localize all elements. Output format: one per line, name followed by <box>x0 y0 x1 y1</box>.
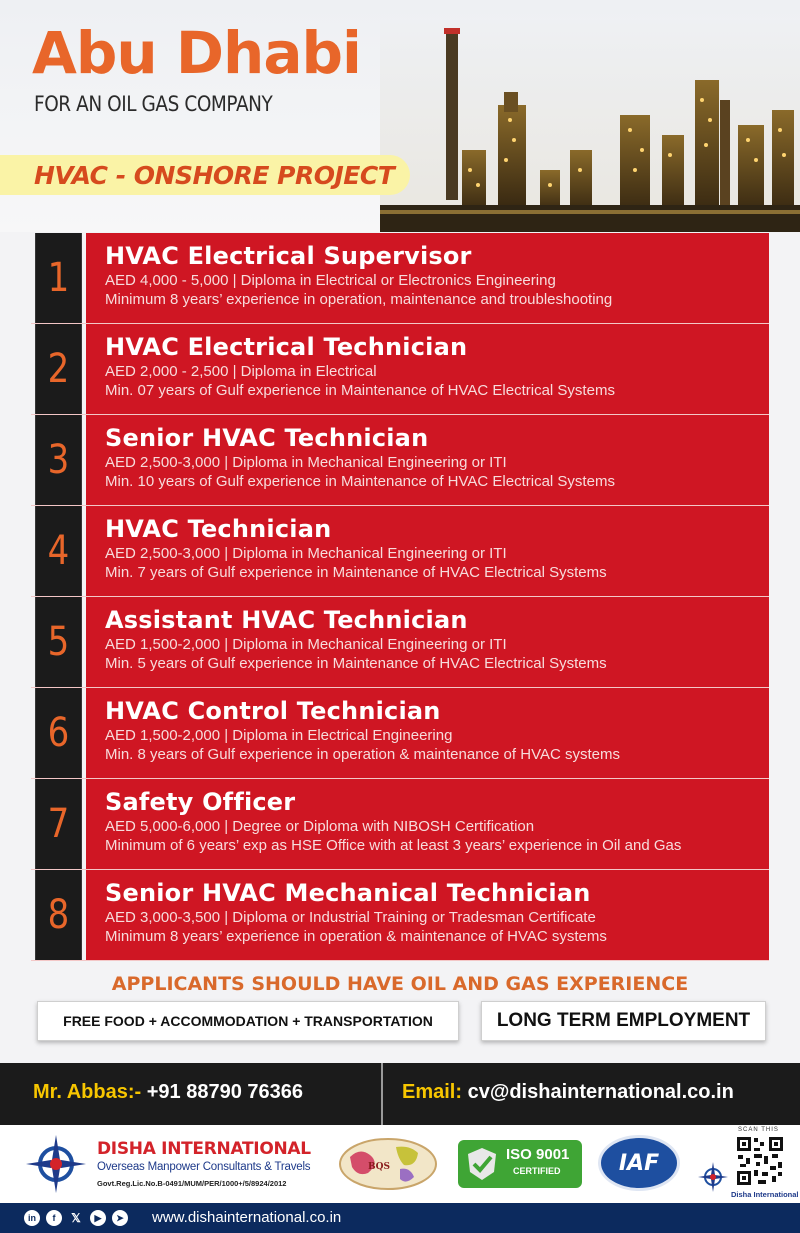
job-details <box>86 597 769 687</box>
logos-row <box>0 1125 800 1203</box>
job-experience: Minimum 8 years’ experience in operation, maintenance and troubleshooting <box>105 291 613 308</box>
email-address[interactable]: cv@dishainternational.co.in <box>467 1081 734 1103</box>
website-link[interactable]: www.dishainternational.co.in <box>152 1209 342 1226</box>
job-experience: Minimum of 6 years’ exp as HSE Office with at least 3 years’ experience in Oil and Gas <box>105 837 682 854</box>
job-experience: Min. 10 years of Gulf experience in Maintenance of HVAC Electrical Systems <box>105 473 615 490</box>
scan-label: SCAN THIS <box>738 1127 779 1133</box>
contact-phone <box>33 1081 303 1104</box>
job-row <box>31 688 769 779</box>
applicants-note: APPLICANTS SHOULD HAVE OIL AND GAS EXPERIENCE <box>111 973 689 995</box>
brand-name: DISHA INTERNATIONAL <box>97 1139 311 1159</box>
job-number: 4 <box>35 506 82 596</box>
contact-bar <box>0 1063 800 1125</box>
email-label: Email: <box>402 1081 463 1103</box>
page-subtitle: FOR AN OIL GAS COMPANY <box>34 92 273 116</box>
job-number: 7 <box>35 779 82 869</box>
term-badge: LONG TERM EMPLOYMENT <box>481 1001 766 1041</box>
job-title: HVAC Electrical Supervisor <box>105 242 472 270</box>
job-title: Senior HVAC Technician <box>105 424 429 452</box>
bqs-label: BQS <box>368 1162 390 1172</box>
iso-title: ISO 9001 <box>506 1146 570 1163</box>
job-row <box>31 324 769 415</box>
job-title: HVAC Electrical Technician <box>105 333 468 361</box>
job-list <box>31 233 769 961</box>
benefits-badge: FREE FOOD + ACCOMMODATION + TRANSPORTATION <box>37 1001 459 1041</box>
job-salary-qualification: AED 2,500-3,000 | Diploma in Mechanical Engineering or ITI <box>105 454 507 471</box>
job-title: HVAC Technician <box>105 515 332 543</box>
job-experience: Min. 8 years of Gulf experience in operation & maintenance of HVAC systems <box>105 746 620 763</box>
small-compass-icon <box>696 1161 730 1193</box>
job-number: 2 <box>35 324 82 414</box>
qr-caption: Disha International <box>731 1190 799 1199</box>
iaf-logo <box>598 1135 680 1191</box>
job-salary-qualification: AED 2,500-3,000 | Diploma in Mechanical Engineering or ITI <box>105 545 507 562</box>
job-row <box>31 597 769 688</box>
job-details <box>86 688 769 778</box>
x-twitter-icon[interactable]: 𝕏 <box>71 1211 81 1225</box>
job-details <box>86 415 769 505</box>
contact-divider <box>381 1063 383 1125</box>
check-icon <box>464 1146 500 1182</box>
job-title: Assistant HVAC Technician <box>105 606 468 634</box>
job-salary-qualification: AED 1,500-2,000 | Diploma in Electrical Engineering <box>105 727 453 744</box>
job-salary-qualification: AED 4,000 - 5,000 | Diploma in Electrical or Electronics Engineering <box>105 272 556 289</box>
job-title: Senior HVAC Mechanical Technician <box>105 879 591 907</box>
brand-tagline: Overseas Manpower Consultants & Travels <box>97 1161 311 1173</box>
brand-license: Govt.Reg.Lic.No.B-0491/MUM/PER/1000+/5/8924/2012 <box>97 1179 287 1188</box>
job-row <box>31 779 769 870</box>
footer-bar <box>0 1203 800 1233</box>
youtube-icon[interactable]: ▶ <box>90 1210 106 1226</box>
job-title: HVAC Control Technician <box>105 697 441 725</box>
job-experience: Minimum 8 years’ experience in operation & maintenance of HVAC systems <box>105 928 607 945</box>
facebook-icon[interactable]: f <box>46 1210 62 1226</box>
job-row <box>31 506 769 597</box>
linkedin-icon[interactable]: in <box>24 1210 40 1226</box>
job-row <box>31 415 769 506</box>
iso-badge <box>458 1140 582 1188</box>
job-number: 1 <box>35 233 82 323</box>
iaf-label: IAF <box>618 1150 660 1176</box>
job-row <box>31 870 769 961</box>
telegram-icon[interactable]: ➤ <box>112 1210 128 1226</box>
refinery-image <box>380 20 800 232</box>
job-salary-qualification: AED 3,000-3,500 | Diploma or Industrial Training or Tradesman Certificate <box>105 909 596 926</box>
job-number: 5 <box>35 597 82 687</box>
job-number: 3 <box>35 415 82 505</box>
job-details <box>86 506 769 596</box>
job-experience: Min. 7 years of Gulf experience in Maintenance of HVAC Electrical Systems <box>105 564 607 581</box>
project-banner <box>0 155 410 195</box>
job-details <box>86 779 769 869</box>
contact-email <box>402 1081 734 1104</box>
bqs-globe-logo-icon <box>338 1137 438 1191</box>
job-salary-qualification: AED 2,000 - 2,500 | Diploma in Electrical <box>105 363 377 380</box>
job-experience: Min. 07 years of Gulf experience in Maintenance of HVAC Electrical Systems <box>105 382 615 399</box>
iso-subtitle: CERTIFIED <box>513 1166 561 1176</box>
job-details <box>86 324 769 414</box>
project-label: HVAC - ONSHORE PROJECT <box>34 161 395 190</box>
phone-label: Mr. Abbas:- <box>33 1081 142 1103</box>
job-title: Safety Officer <box>105 788 296 816</box>
job-number: 6 <box>35 688 82 778</box>
job-row <box>31 233 769 324</box>
job-experience: Min. 5 years of Gulf experience in Maintenance of HVAC Electrical Systems <box>105 655 607 672</box>
job-salary-qualification: AED 5,000-6,000 | Degree or Diploma with NIBOSH Certification <box>105 818 535 835</box>
job-salary-qualification: AED 1,500-2,000 | Diploma in Mechanical Engineering or ITI <box>105 636 507 653</box>
phone-number[interactable]: +91 88790 76366 <box>146 1081 303 1103</box>
compass-logo-icon <box>24 1133 88 1195</box>
qr-code-icon[interactable] <box>736 1136 784 1186</box>
page-title: Abu Dhabi <box>32 19 361 87</box>
job-details <box>86 870 769 960</box>
hero-header <box>0 0 800 232</box>
job-details <box>86 233 769 323</box>
job-number: 8 <box>35 870 82 960</box>
